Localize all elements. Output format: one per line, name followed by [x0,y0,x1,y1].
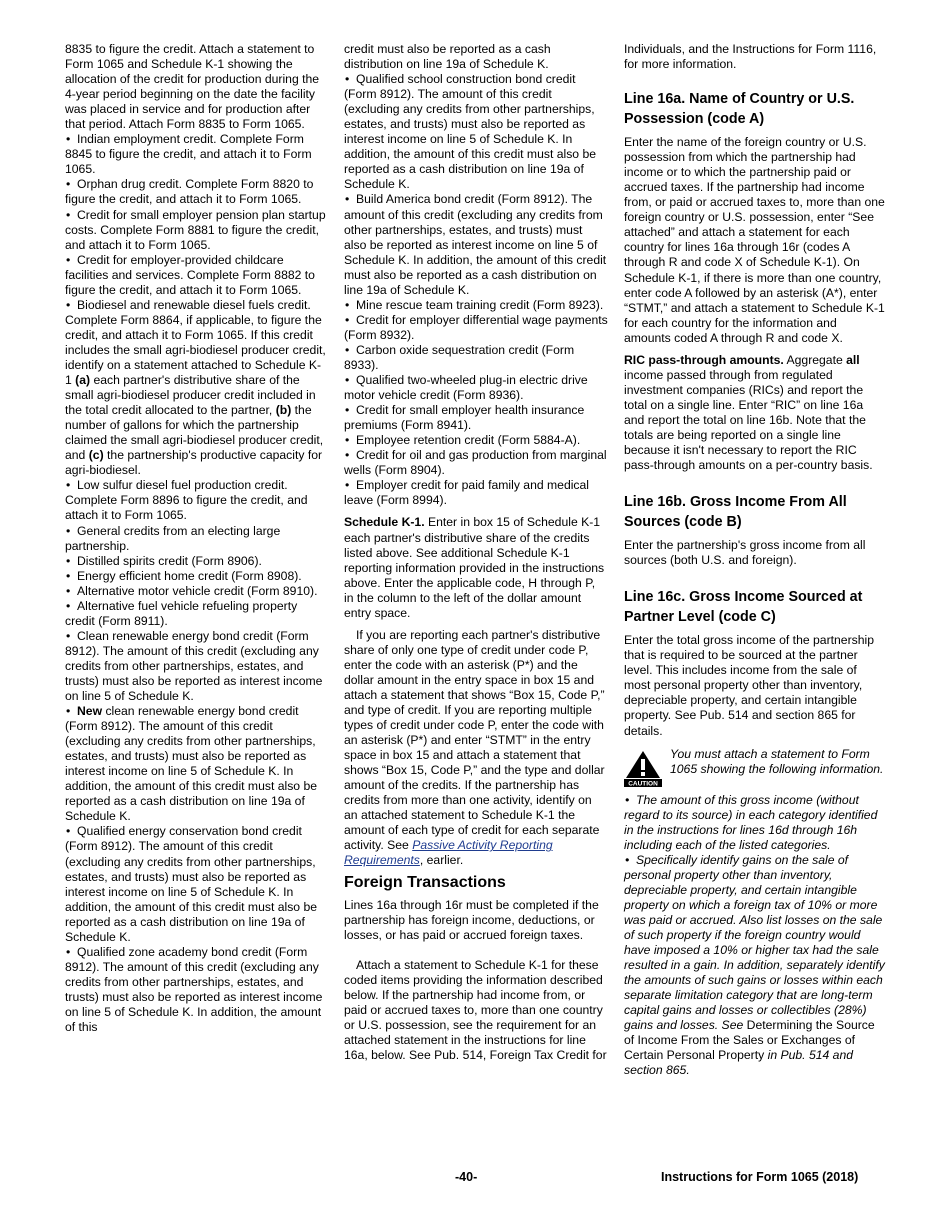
text: Determining the Source of Income From the Sales or Exchanges of Certain Personal Property [624,1018,875,1063]
list-item: • Employee retention credit (Form 5884-A). [344,433,608,448]
section-heading: Foreign Transactions [344,873,506,891]
caution-text: You must attach a statement to Form 1065 showing the following information. [670,746,884,776]
text: Aggregate [783,352,847,367]
paragraph: Enter the total gross income of the partnership that is required to be sourced at the partner level. This includes income from the sale of most personal property other than inventory, depreciable property, and certain intangible property. See Pub. 514 and section 865 for details. [624,633,874,738]
list-item: • Energy efficient home credit (Form 8908). [65,569,327,584]
column-right [624,42,886,1078]
list-item: • Orphan drug credit. Complete Form 8820 to figure the credit, and attach it to Form 1065. [65,177,327,207]
paragraph: Attach a statement to Schedule K-1 for these coded items providing the information described below. If the partnership had income from, or paid or accrued taxes to, more than one country or U.S. possession, see the requirement for an attached statement in the instructions for line 16a, below. See Pub. 514, Foreign Tax Credit for [344,957,607,1062]
text: each partner's distributive share of the small agri-biodiesel producer credit included in the total credit allocated to the partner, [65,373,316,418]
list-item: • Carbon oxide sequestration credit (Form 8933). [344,343,608,373]
list-item: • Distilled spirits credit (Form 8906). [65,554,327,569]
list-item: • Indian employment credit. Complete Form 8845 to figure the credit, and attach it to Form 1065. [65,132,327,177]
page-number: -40- [455,1170,478,1184]
line-16c-heading: Line 16c. Gross Income Sourced at Partner Level (code C) [624,589,863,625]
line-16a-heading: Line 16a. Name of Country or U.S. Possession (code A) [624,91,855,127]
list-item: • Alternative motor vehicle credit (Form 8910). [65,584,327,599]
text: If you are reporting each partner's distributive share of only one type of credit under code P, enter the code with an asterisk (P*) and the dollar amount in the entry space in box 15 and attach a statement that shows “Box 15, Code P,” and type of credit. If you are reporting multiple types of credit under code P, enter the code with an asterisk (P*) and enter “STMT” in the entry space in box 15 and attach a statement that shows “Box 15, Code P,” and the type and dollar amount of the credits. If the partnership has credits from more than one activity, identify on an attached statement to Schedule K-1 the amount of each type of credit for each separate activity. See [344,627,605,853]
paragraph: Enter the partnership's gross income from all sources (both U.S. and foreign). [624,538,866,568]
list-item: • Clean renewable energy bond credit (Form 8912). The amount of this credit (excluding any credits from other partnerships, estates, and trusts) must also be reported as interest income on line 5 of Schedule K. [65,629,327,704]
list-item: • The amount of this gross income (without regard to its source) in each category identified in the instructions for lines 16d through 16h including each of the listed categories. [624,793,886,853]
paragraph [344,628,608,869]
ric-paragraph [624,353,886,473]
text: the number of gallons for which the partnership claimed the small agri-biodiesel producer credit, and [65,403,324,463]
column-middle [344,42,608,1063]
paragraph: credit must also be reported as a cash distribution on line 19a of Schedule K. [344,42,551,72]
passive-activity-link[interactable]: Passive Activity Reporting Requirements [344,838,553,868]
schedule-k1-paragraph [344,515,608,620]
bold-text: (b) [275,403,292,418]
list-item: • Credit for small employer pension plan startup costs. Complete Form 8881 to figure the credit, and attach it to Form 1065. [65,208,327,253]
bold-text: (c) [88,448,104,463]
list-item: • Mine rescue team training credit (Form 8923). [344,298,608,313]
list-item: • General credits from an electing large partnership. [65,524,327,554]
caution-icon [624,749,662,787]
paragraph: Individuals, and the Instructions for Form 1116, for more information. [624,42,877,72]
list-item-gains [624,853,886,1079]
paragraph: Enter the name of the foreign country or U.S. possession from which the partnership had income or to which the partnership paid or accrued taxes. If the partnership had income from, or paid or accrued taxes to, more than one foreign country or U.S. possession, enter “See attached” and attach a statement for each country for lines 16a through 16r (codes A through R and code X of Schedule K-1). On Schedule K-1, if there is more than one country, enter code A followed by an asterisk (A*), enter “STMT,” and attach a statement to Schedule K-1 for each country for the information and amounts coded A through R and code X. [624,135,885,345]
paragraph: 8835 to figure the credit. Attach a statement to Form 1065 and Schedule K-1 showing the allocation of the credit for production during the 4-year period beginning on the date the facility was placed in service and for production after that period. Attach Form 8835 to Form 1065. [65,42,320,132]
text: Enter in box 15 of Schedule K-1 each partner's distributive share of the credits listed above. See additional Schedule K-1 reporting information provided in the instructions above. Enter the applicable code, H through P, in the column to the left of the dollar amount entry space. [344,515,605,620]
list-item-biodiesel [65,298,327,479]
run-in-heading: Schedule K-1. [344,515,425,530]
text: income passed through from regulated investment companies (RICs) and report the total on a single line. Enter “RIC” on line 16a and report the total on line 16b. Note that the totals are being reported on a single line because it isn't necessary to report the RIC pass-through amounts on a per-country basis. [624,367,873,473]
list-item: • Qualified school construction bond credit (Form 8912). The amount of this credit (excluding any credits from other partnerships, estates, and trusts) must also be reported as interest income on line 5 of Schedule K. In addition, the amount of this credit must also be reported as a cash distribution on line 19a of Schedule K. [344,72,608,192]
list-item: • Employer credit for paid family and medical leave (Form 8994). [344,478,608,508]
caution-label: CAUTION [628,780,658,787]
run-in-heading: RIC pass-through amounts. [624,352,784,367]
bold-text: all [846,352,860,367]
list-item: • Build America bond credit (Form 8912). The amount of this credit (excluding any credits from other partnerships, estates, and trusts) must also be reported as interest income on line 5 of Schedule K. In addition, the amount of this credit must also be reported as a cash distribution on line 19a of Schedule K. [344,192,608,297]
text: , earlier. [419,853,464,868]
column-left [65,42,327,1035]
text: Specifically identify gains on the sale of personal property other than inventory, depreciable property, and certain intangible property on which a foreign tax of 10% or more was paid or accrued. Also list losses on the sale of such property if the foreign country would have imposed a 10% or higher tax had the sale resulted in a gain. In addition, separately identify the amounts of such gains or losses within each separate limitation category that are long-term capital gains and losses or collectibles (28%) gains and losses. See [624,852,885,1033]
list-item: • Credit for oil and gas production from marginal wells (Form 8904). [344,448,608,478]
line-16b-heading: Line 16b. Gross Income From All Sources (code B) [624,494,847,530]
text: the partnership's productive capacity for agri-biodiesel. [65,448,323,478]
list-item: • Credit for small employer health insurance premiums (Form 8941). [344,403,608,433]
bold-text: New [77,704,103,719]
paragraph: Lines 16a through 16r must be completed if the partnership has foreign income, deductions, or losses, or has paid or accrued foreign taxes. [344,897,599,942]
caution-box [624,747,886,787]
list-item-new [65,704,327,824]
text: Biodiesel and renewable diesel fuels credit. Complete Form 8864, if applicable, to figure the credit, and attach it to Form 1065. If this credit includes the small agri-biodiesel producer credit, identify on a statement attached to Schedule K-1 [65,297,326,388]
list-item: • Low sulfur diesel fuel production credit. Complete Form 8896 to figure the credit, and attach it to Form 1065. [65,478,327,523]
list-item: • Qualified two-wheeled plug-in electric drive motor vehicle credit (Form 8936). [344,373,608,403]
text: clean renewable energy bond credit (Form 8912). The amount of this credit (excluding any credits from other partnerships, estates, and trusts) must also be reported as interest income on line 5 of Schedule K. In addition, the amount of this credit must also be reported as a cash distribution on line 19a of Schedule K. [65,704,318,824]
list-item: • Qualified zone academy bond credit (Form 8912). The amount of this credit (excluding any credits from other partnerships, estates, and trusts) must also be reported as interest income on line 5 of Schedule K. In addition, the amount of this [65,945,327,1035]
text: in Pub. 514 and section 865. [624,1048,854,1078]
list-item: • Credit for employer-provided childcare facilities and services. Complete Form 8882 to figure the credit, and attach it to Form 1065. [65,253,327,298]
list-item: • Alternative fuel vehicle refueling property credit (Form 8911). [65,599,327,629]
document-title: Instructions for Form 1065 (2018) [661,1170,859,1184]
bold-text: (a) [75,373,91,388]
list-item: • Qualified energy conservation bond credit (Form 8912). The amount of this credit (excluding any credits from other partnerships, estates, and trusts) must also be reported as interest income on line 5 of Schedule K. In addition, the amount of this credit must also be reported as a cash distribution on line 19a of Schedule K. [65,824,327,944]
list-item: • Credit for employer differential wage payments (Form 8932). [344,313,608,343]
